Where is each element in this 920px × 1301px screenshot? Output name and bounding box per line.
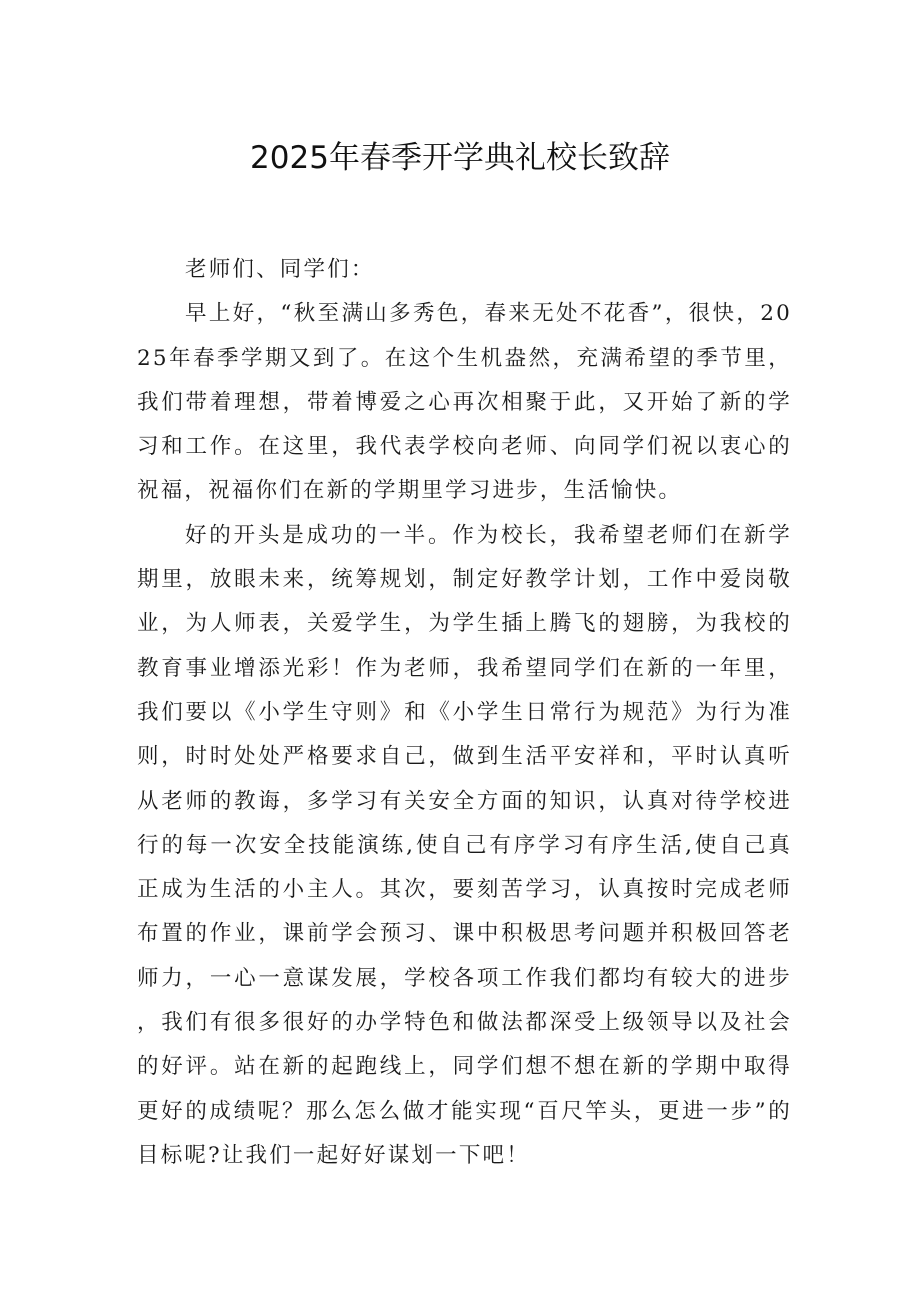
paragraph-expectations: 好的开头是成功的一半。作为校长，我希望老师们在新学期里，放眼未来，统筹规划，制定好教学计划，工作中爱岗敬业，为人师表，关爱学生，为学生插上腾飞的翅膀，为我校的教育事业增添光彩！作为老师，我希望同学们在新的一年里，我们要以《小学生守则》和《小学生日常行为规范》为行为准则，时时处处严格要求自己，做到生活平安祥和，平时认真听从老师的教诲，多学习有关安全方面的知识，认真对待学校进行的每一次安全技能演练,使自己有序学习有序生活,使自己真正成为生活的小主人。其次，要刻苦学习，认真按时完成老师布置的作业，课前学会预习、课中积极思考问题并积极回答老师力，一心一意谋发展，学校各项工作我们都均有较大的进步，我们有很多很好的办学特色和做法都深受上级领导以及社会的好评。站在新的起跑线上，同学们想不想在新的学期中取得更好的成绩呢？那么怎么做才能实现“百尺竿头，更进一步”的目标呢?让我们一起好好谋划一下吧！ [137, 522, 792, 1168]
salutation: 老师们、同学们： [185, 257, 375, 282]
document-title: 2025年春季开学典礼校长致辞 [250, 140, 670, 176]
document-body [137, 248, 792, 1178]
paragraph-greeting: 早上好，“秋至满山多秀色，春来无处不花香”，很快，2025年春季学期又到了。在这个生机盎然，充满希望的季节里，我们带着理想，带着博爱之心再次相聚于此，又开始了新的学习和工作。在这里，我代表学校向老师、向同学们祝以衷心的祝福，祝福你们在新的学期里学习进步，生活愉快。 [137, 301, 792, 504]
